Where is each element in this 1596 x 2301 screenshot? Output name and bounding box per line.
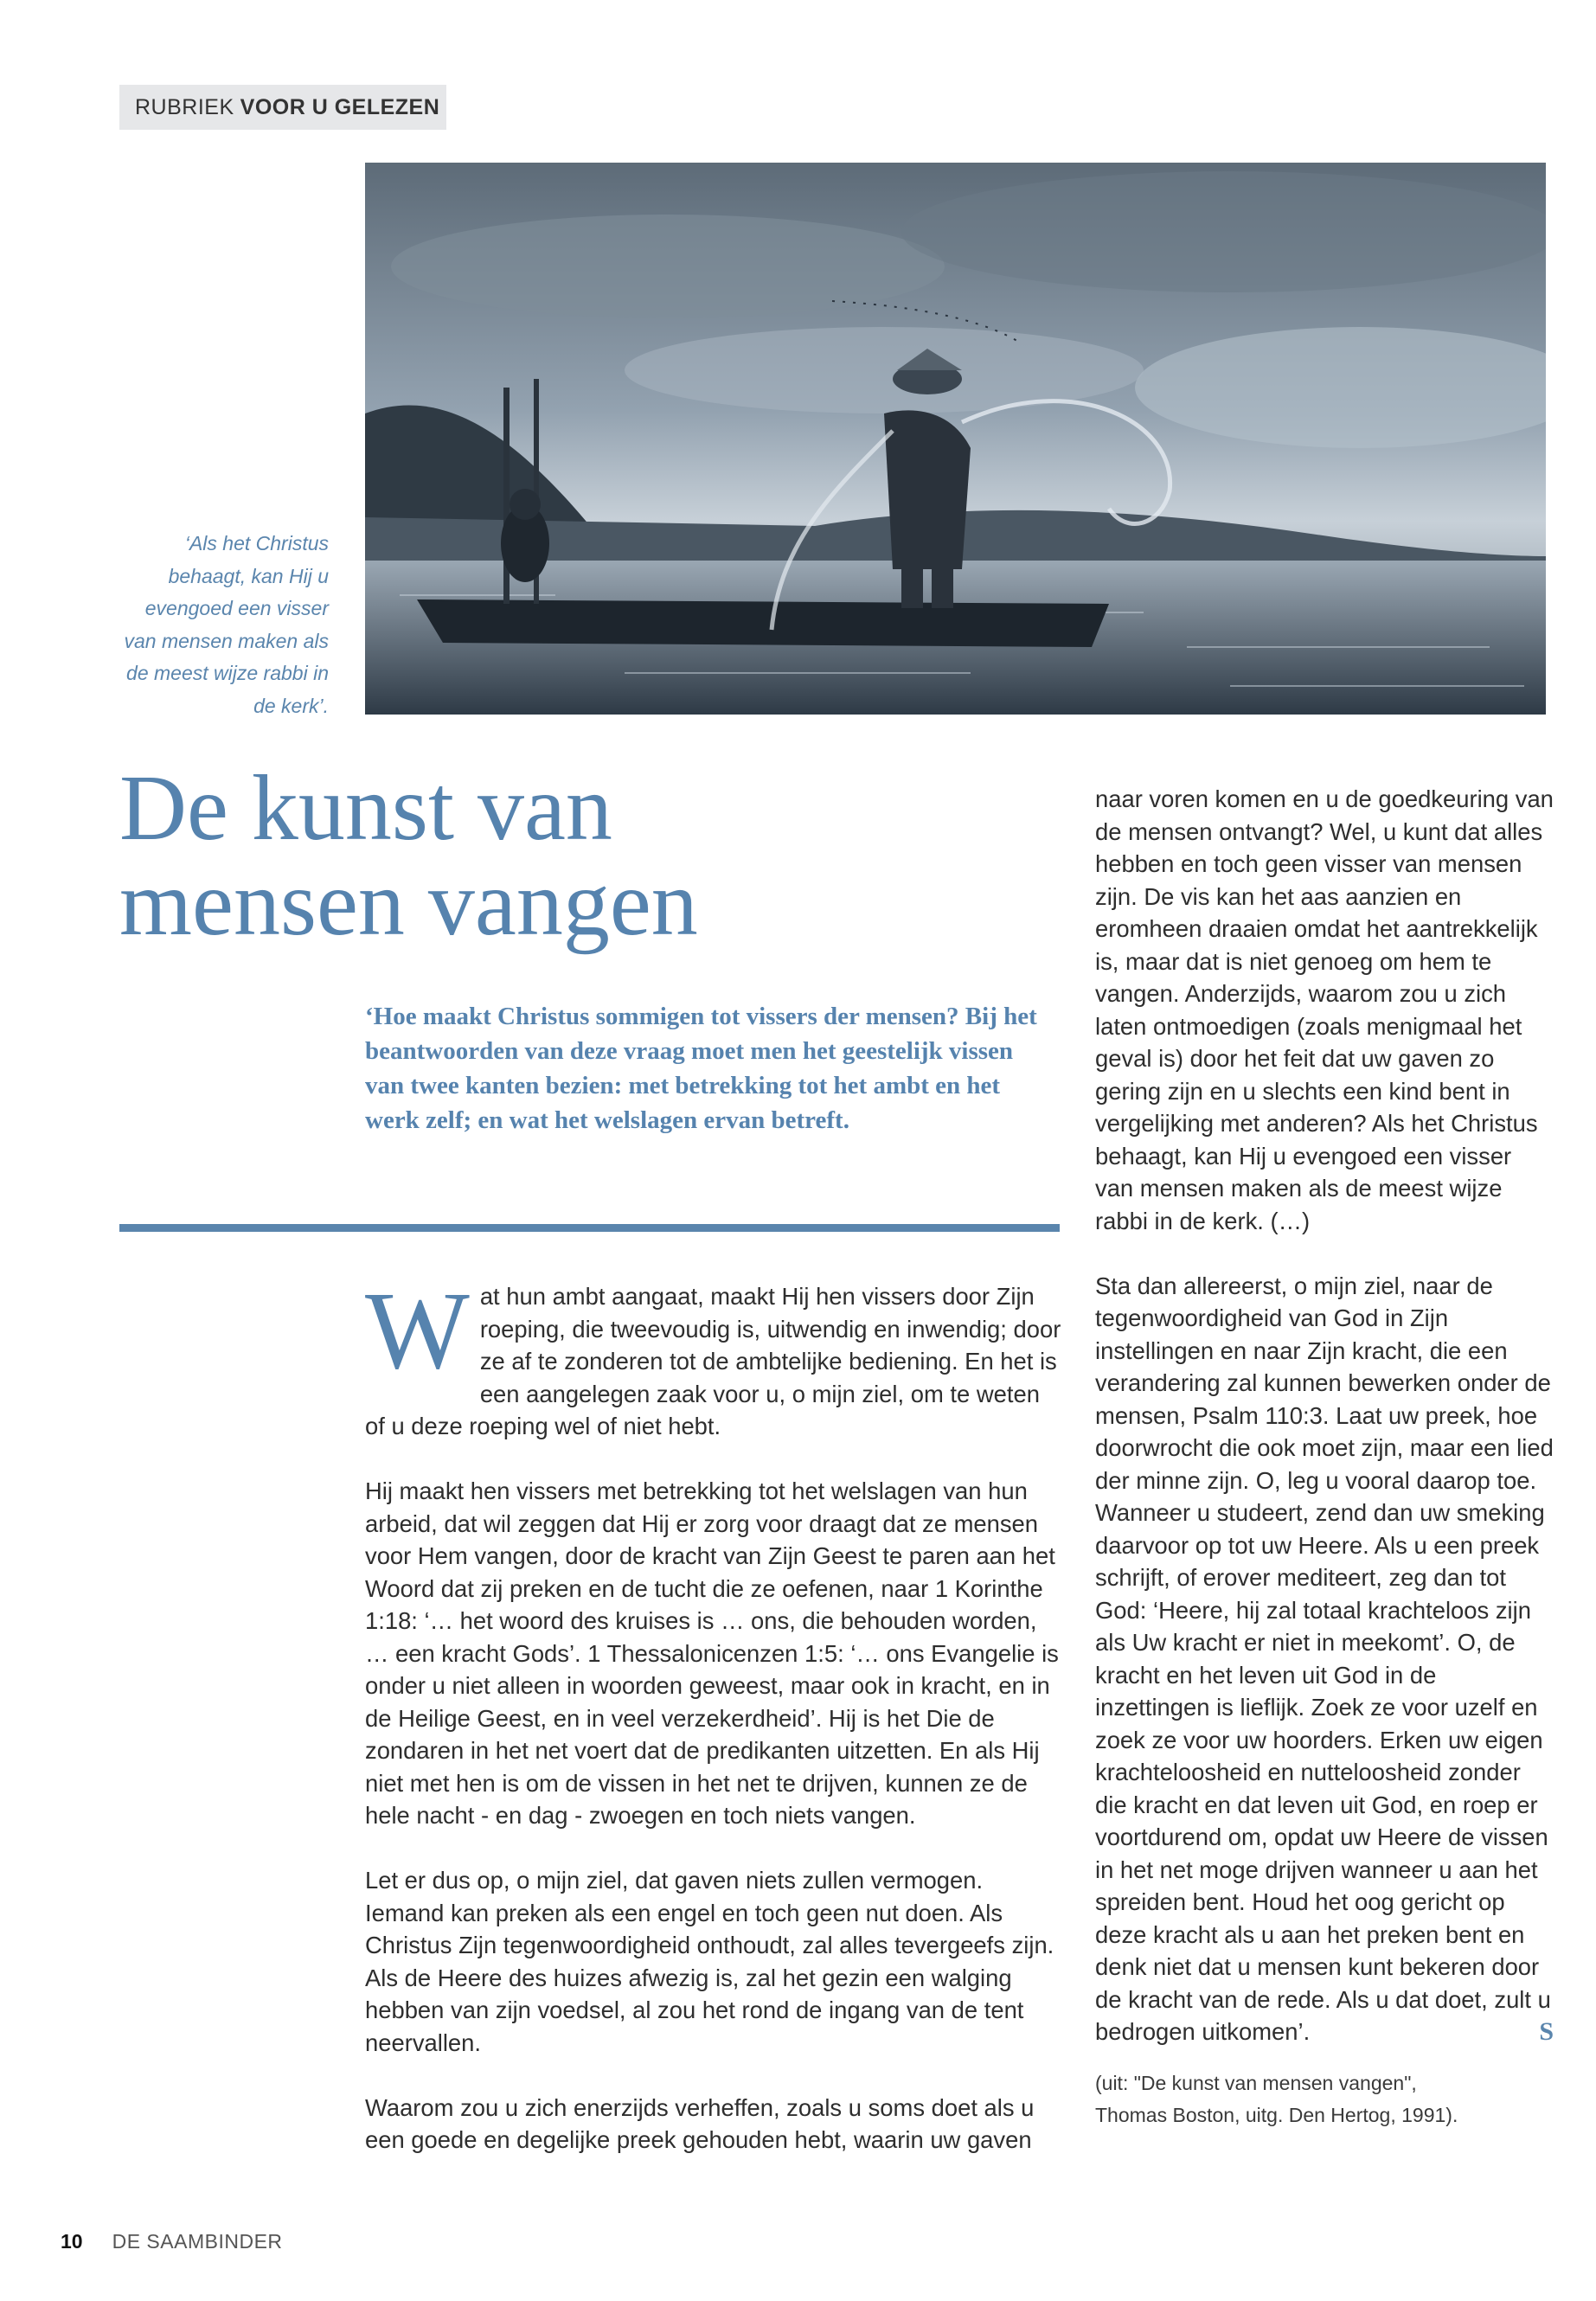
source-line-1: (uit: "De kunst van mensen vangen",: [1095, 2071, 1417, 2094]
body-paragraph-4: Waarom zou u zich enerzijds verheffen, zoals u soms doet als u een goede en degelijke preek gehouden hebt, waarin uw gaven: [365, 2093, 1035, 2153]
source-line-2: Thomas Boston, uitg. Den Hertog, 1991).: [1095, 2104, 1458, 2126]
article-lead: ‘Hoe maakt Christus sommigen tot vissers der mensen? Bij het beantwoorden van deze vraag moet men het geestelijk vissen van twee kanten bezien: met betrekking tot het ambt en het werk zelf; en wat het welslagen ervan betreft.: [365, 1003, 1037, 1134]
source-citation: [1095, 2067, 1554, 2132]
body-paragraph-1: [365, 1269, 1066, 1443]
article-title-line-1: De kunst van: [119, 757, 612, 860]
body-paragraph-3: Let er dus op, o mijn ziel, dat gaven niets zullen vermogen. Iemand kan preken als een engel en toch geen nut doen. Als Christus Zijn tegenwoordigheid onthoudt, zal alles tevergeefs zijn. Als de Heere des huizes afwezig is, zal het gezin een walging hebben van zijn voedsel, al zou het rond de ingang van de tent neervallen.: [365, 1867, 1054, 2056]
fisherman-photo: [365, 163, 1546, 715]
body-column-left: [365, 1269, 1066, 2189]
body-column-right: [1095, 783, 1554, 2132]
body-paragraph-1-text: at hun ambt aangaat, maakt Hij hen vissers door Zijn roeping, die tweevoudig is, uitwendig en inwendig; door ze af te zonderen tot de ambtelijke bediening. En het is een aangelegen zaak voor u, o mijn ziel, om te weten of u deze roeping wel of niet hebt.: [365, 1283, 1061, 1439]
section-label-prefix: RUBRIEK: [135, 94, 234, 119]
page-footer: [61, 2230, 283, 2253]
body-paragraph-2: Hij maakt hen vissers met betrekking tot het welslagen van hun arbeid, dat wil zeggen dat Hij er zorg voor draagt dat ze mensen voor Hem vangen, door de kracht van Zijn Geest te paren aan het Woord dat zij preken en de tucht die ze oefenen, naar 1 Korinthe 1:18: ‘… het woord des kruises is … ons, die behouden worden, … een kracht Gods’. 1 Thessalonicenzen 1:5: ‘… ons Evangelie is onder u niet alleen in woorden geweest, maar ook in kracht, en in de Heilige Geest, en in veel verzekerdheid’. Hij is het Die de zondaren in het net voert dat de predikanten uitzetten. En als Hij niet met hen is om de vissen in het net te drijven, kunnen ze de hele nacht - en dag - zwoegen en toch niets vangen.: [365, 1477, 1059, 1829]
page-number: 10: [61, 2230, 83, 2253]
section-label-name: VOOR U GELEZEN: [240, 94, 440, 119]
section-label: [119, 85, 446, 130]
magazine-name: DE SAAMBINDER: [112, 2230, 283, 2253]
end-mark-icon: S: [1539, 2017, 1554, 2046]
article-title-line-2: mensen vangen: [119, 852, 698, 955]
body-paragraph-5: naar voren komen en u de goedkeuring van de mensen ontvangt? Wel, u kunt dat alles hebben en toch geen visser van mensen zijn. De vis kan het aas aanzien en eromheen draaien omdat het aantrekkelijk is, maar dat is niet genoeg om hem te vangen. Anderzijds, waarom zou u zich laten ontmoedigen (zoals menigmaal het geval is) door het feit dat uw gaven zo gering zijn en u slechts een kind bent in vergelijking met anderen? Als het Christus behaagt, kan Hij u evengoed een visser van mensen maken als de meest wijze rabbi in de kerk. (…): [1095, 785, 1554, 1234]
divider-rule: [119, 1224, 1060, 1232]
pull-quote: ‘Als het Christus behaagt, kan Hij u evengoed een visser van mensen maken als de meest wijze rabbi in de kerk’.: [124, 532, 329, 717]
body-paragraph-6-text: Sta dan allereerst, o mijn ziel, naar de tegenwoordigheid van God in Zijn instellingen en naar Zijn kracht, die een verandering zal kunnen bewerken onder de mensen, Psalm 110:3. Laat uw preek, hoe doorwrocht die ook moet zijn, maar een lied der minne zijn. O, leg u vooral daarop toe. Wanneer u studeert, zend dan uw smeking daarvoor op tot uw Heere. Als u een preek schrijft, of erover mediteert, zeg dan tot God: ‘Heere, hij zal totaal krachteloos zijn als Uw kracht er niet in meekomt’. O, de kracht en het leven uit God in de inzettingen is lieflijk. Zoek ze voor uzelf en zoek ze voor uw hoorders. Erken uw eigen krachteloosheid en nutteloosheid zonder die kracht en dat leven uit God, en roep er voortdurend om, opdat uw Heere de vissen in het net moge drijven wanneer u aan het spreiden bent. Houd het oog gericht op deze kracht als u aan het preken bent en denk niet dat u mensen kunt bekeren door de kracht van de rede. Als u dat doet, zult u bedrogen uitkomen’.: [1095, 1272, 1554, 2045]
drop-cap: W: [365, 1269, 470, 1392]
article-title: [119, 757, 1036, 955]
body-paragraph-6: [1095, 1270, 1554, 2048]
